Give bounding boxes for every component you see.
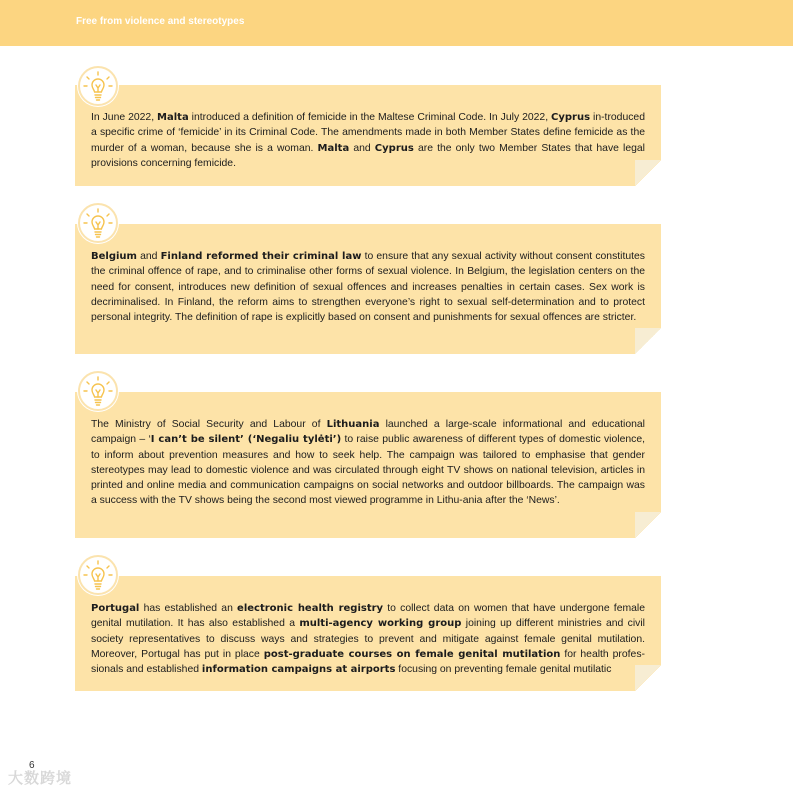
info-card-lithuania xyxy=(75,392,661,538)
text-run: and xyxy=(136,251,161,262)
text-run: The Ministry of Social Security and Labour of xyxy=(91,419,327,430)
bold-phrase: Lithuania xyxy=(326,419,380,430)
page-fold-corner xyxy=(635,512,661,538)
text-run: are the only two Member States that have legal provisions concerning femicide. xyxy=(91,142,645,169)
page-fold-corner xyxy=(635,160,661,186)
lightbulb-badge xyxy=(77,370,119,412)
lightbulb-icon xyxy=(77,202,119,244)
page-number: 6 xyxy=(29,760,35,771)
bold-phrase: Finland reformed their criminal law xyxy=(160,251,362,262)
bold-phrase: Belgium xyxy=(91,251,137,262)
lightbulb-icon xyxy=(77,554,119,596)
bold-phrase: multi-agency working group xyxy=(299,618,462,630)
text-run: for health profes-sionals and established xyxy=(91,648,645,676)
text-run: to collect data on women that have undergone female genital mutilation. It has also established a xyxy=(91,603,645,630)
lightbulb-badge xyxy=(77,65,119,107)
text-run: to ensure that any sexual activity without consent constitutes the criminal offence of rape, and to criminalise other forms of sexual violence. In Belgium, the legislation centers on the need for consent, introduces new definition of sexual offences and increases penalties in certain cases. Sex work is decriminalised. In Finland, the reform aims to strengthen everyone’s right to sexual self-determination and to protect personal integrity. The definition of rape is explicitly based on consent and punishments for sexual offences are stricter. xyxy=(91,251,645,324)
page-fold-corner xyxy=(635,328,661,354)
text-run: In June 2022, xyxy=(91,112,158,123)
text-run: has established an xyxy=(139,603,238,614)
text-run: introduced a definition of femicide in the Maltese Criminal Code. In July 2022, xyxy=(188,112,552,123)
card-text xyxy=(91,417,645,509)
bold-phrase: electronic health registry xyxy=(237,603,384,614)
text-run: and xyxy=(349,142,375,154)
header-band xyxy=(0,0,793,46)
text-run: in-troduced a specific crime of ‘femicide’ in its Criminal Code. The amendments made in both Member States define femicide as the murder of a woman, because she is a woman. xyxy=(91,112,645,154)
text-run: to raise public awareness of different types of domestic violence, to inform about prevention measures and how to seek help. The campaign was tailored to emphasise that gender stereotypes may lead to domestic violence and was circulated through eight TV shows on national television, articles in printed and online media and communication campaigns on social networks and outdoor billboards. The campaign was a success with the TV shows being the second most viewed programme in Lithu-ania after the ‘News’. xyxy=(91,434,645,507)
bold-phrase: information campaigns at airports xyxy=(201,664,396,676)
watermark-logo: 大数跨境 xyxy=(8,769,73,787)
text-run: focusing on preventing female genital mutilatic xyxy=(395,664,612,676)
bold-phrase: post-graduate courses on female genital mutilation xyxy=(263,648,561,660)
bold-phrase: Malta xyxy=(157,112,189,123)
card-text xyxy=(91,249,645,325)
page-fold-corner xyxy=(635,665,661,691)
section-title: Free from violence and stereotypes xyxy=(76,16,245,27)
text-run: joining up different ministries and civil society representatives to discuss ways and strategies to prevent and mitigate against female genital mutilation. Moreover, Portugal has put in place xyxy=(91,618,645,660)
card-text xyxy=(91,601,645,677)
lightbulb-icon xyxy=(77,370,119,412)
bold-phrase: I can’t be silent’ (‘Negaliu tylėti’) xyxy=(150,434,342,446)
bold-phrase: Cyprus xyxy=(551,112,591,123)
info-card-malta-cyprus xyxy=(75,85,661,186)
bold-phrase: Portugal xyxy=(91,603,140,614)
lightbulb-icon xyxy=(77,65,119,107)
text-run: launched a large-scale informational and educational campaign – ‘ xyxy=(91,419,645,446)
lightbulb-badge xyxy=(77,554,119,596)
info-card-portugal xyxy=(75,576,661,691)
lightbulb-badge xyxy=(77,202,119,244)
bold-phrase: Malta xyxy=(317,142,350,154)
info-card-belgium-finland xyxy=(75,224,661,354)
bold-phrase: Cyprus xyxy=(374,142,414,154)
card-text xyxy=(91,110,645,171)
